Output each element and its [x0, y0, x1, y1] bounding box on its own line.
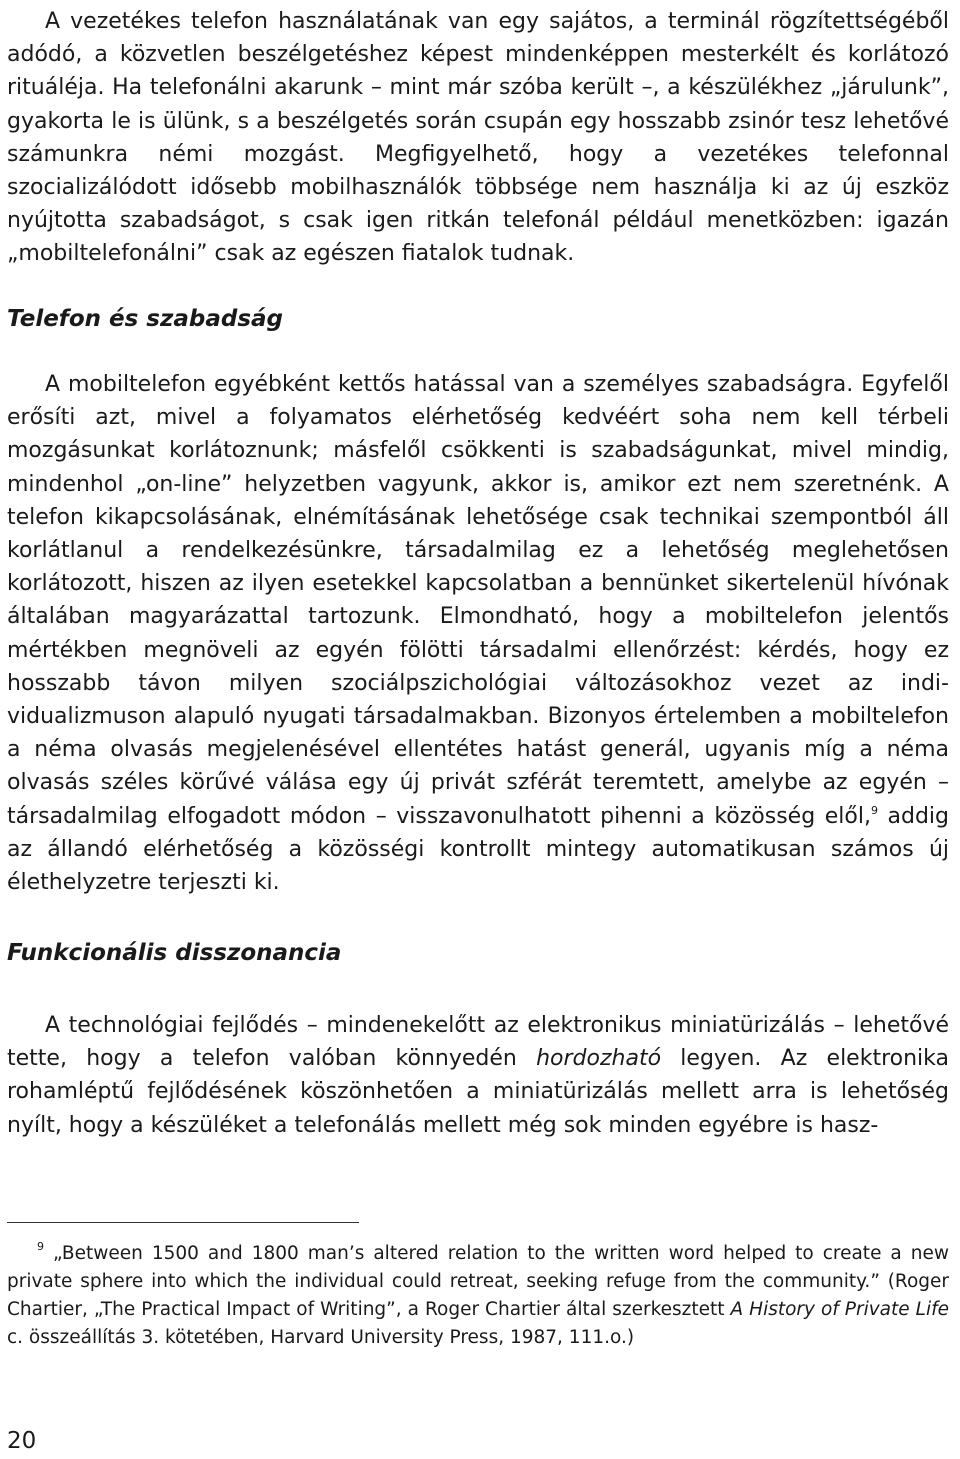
body-paragraph-2 [7, 368, 949, 899]
section-heading-funkcionalis-disszonancia: Funkcionális disszonancia [7, 940, 342, 966]
paragraph-2-text-b: addig az állandó elérhetőség a közösségi kontrollt mintegy automatikusan számos új élethelyzetre terjeszti ki. [7, 803, 950, 896]
footnote-reference: 9 [870, 803, 878, 817]
footnote-number: 9 [37, 1240, 44, 1253]
paragraph-3-emphasis: hordozható [536, 1046, 662, 1072]
page-number: 20 [7, 1428, 37, 1454]
section-heading-telefon-es-szabadsag: Telefon és szabadság [7, 306, 284, 332]
body-paragraph-1: A vezetékes telefon használatának van egy sajátos, a terminál rögzítettségéből adódó, a közvetlen beszélgetéshez képest mindenképpen mesterkélt és korlátozó rituáléja. Ha telefonálni akarunk – mint már szóba került –, a készülékhez „járulunk”, gyakorta le is ülünk, s a beszélgetés során csupán egy hosszabb zsinór tesz lehetővé számunkra némi mozgást. Megfigyelhető, hogy a vezetékes telefonnal szocializálódott idősebb mobilhasználók többsége nem használja ki az új eszköz nyújtotta szabadságot, s csak igen ritkán telefonál például menetközben: igazán „mobiltelefonálni” csak az egészen fiatalok tudnak. [7, 9, 949, 267]
footnote-9 [7, 1240, 949, 1352]
paragraph-3-text-b: legyen. Az elektronika rohamléptű fejlődésének köszönhetően a miniatürizálás mellett arra is lehetőség nyílt, hogy a készüléket a telefonálás mellett még sok minden egyébre is hasz- [7, 1046, 949, 1138]
footnote-separator [7, 1222, 359, 1223]
paragraph-3-text-a: A technológiai fejlődés – mindenekelőtt az elektronikus miniatürizálás – lehetővé tette, hogy a telefon valóban könnyedén [7, 1013, 949, 1072]
body-paragraph-3 [7, 1009, 949, 1142]
paragraph-2-text-a: A mobiltelefon egyébként kettős hatással van a személyes szabadságra. Egyfelől erősíti azt, mivel a folyamatos elérhetőség kedvéért soha nem kell térbeli mozgásunkat korlátoznunk; másfelől csökkenti is szabadságunkat, mivel mindig, mindenhol „on-line” helyzetben vagyunk, akkor is, amikor ezt nem szeretnénk. A telefon kikapcsolásának, elnémításának lehetősége csak technikai szempontból áll korlátlanul a rendelkezésünkre, társadalmilag ez a lehetőség meglehetősen korlátozott, hiszen az ilyen esetekkel kapcsolatban a bennünket sikertelenül hívónak általában magyarázattal tartozunk. Elmondható, hogy a mobiltelefon jelentős mértékben megnöveli az egyén fölötti társadalmi ellenőrzést: kérdés, hogy ez hosszabb távon milyen szociálpszichológiai változásokhoz vezet az individualizmuson alapuló nyugati társadalmakban. Bizonyos értelemben a mobiltelefon a néma olvasás megjelenésével ellentétes hatást generál, ugyanis míg a néma olvasás széles körűvé válása egy új privát szférát teremtett, amelybe az egyén – társadalmilag elfogadott módon – visszavonulhatott pihenni a közösség elől, [7, 372, 949, 829]
footnote-text-b: c. összeállítás 3. kötetében, Harvard University Press, 1987, 111.o.) [7, 1327, 635, 1348]
footnote-text-a: „Between 1500 and 1800 man’s altered relation to the written word helped to create a new private sphere into which the individual could retreat, seeking refuge from the community.” (Roger Chartier, „The Practical Impact of Writing”, a Roger Chartier által szerkesztett [7, 1243, 949, 1320]
footnote-book-title: A History of Private Life [730, 1299, 949, 1320]
